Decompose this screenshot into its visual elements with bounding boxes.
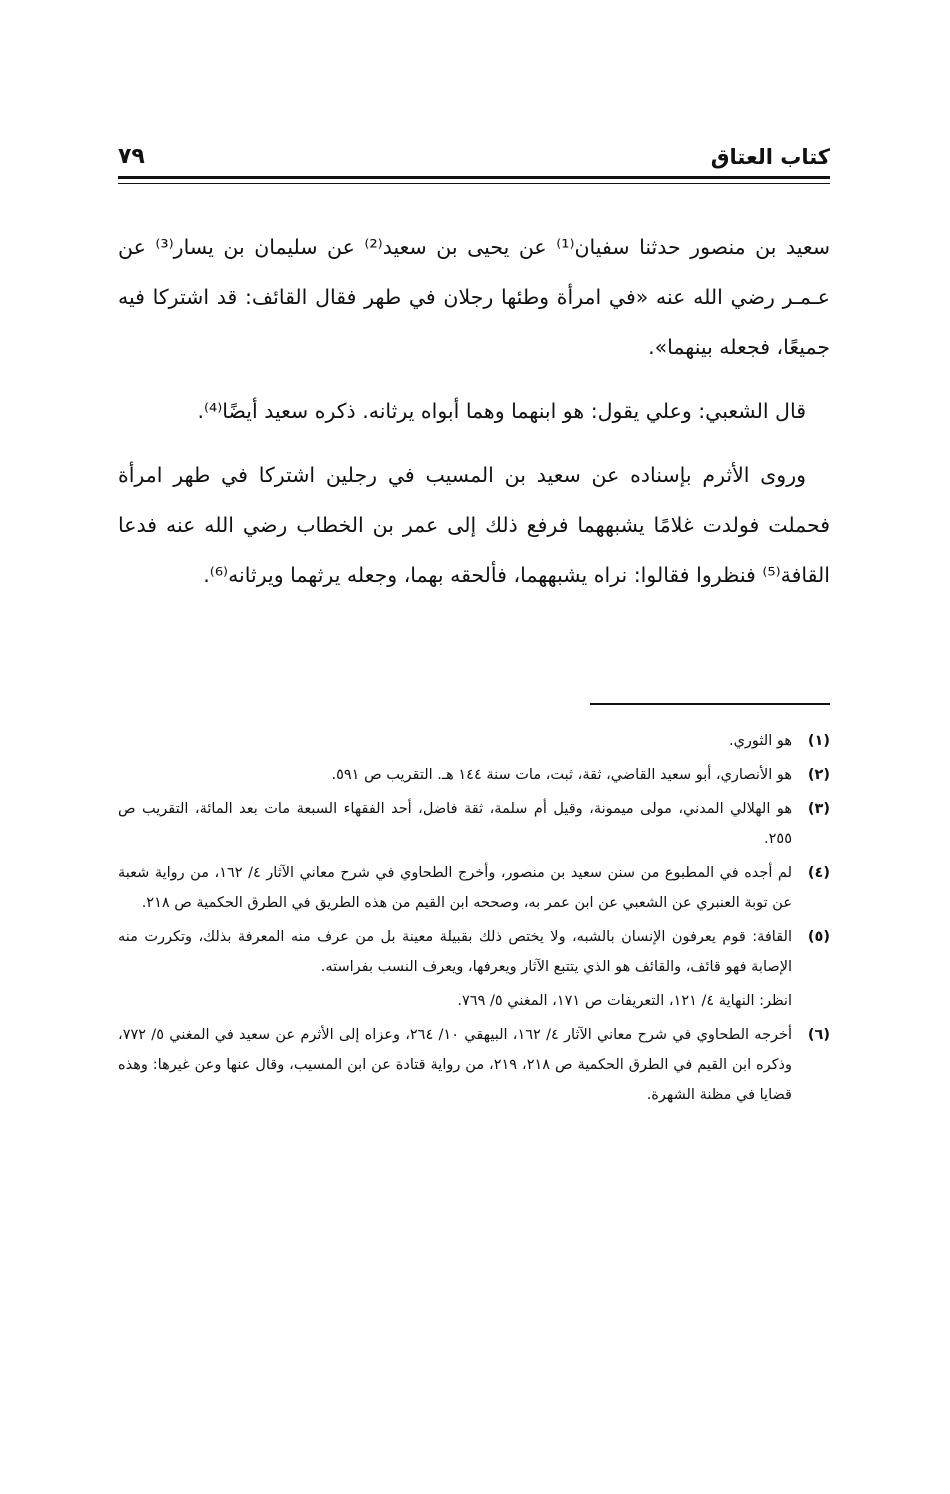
footnote-number: (٥) [807, 929, 830, 945]
footnote-text: هو الثوري. [728, 733, 792, 749]
footnote-text: هو الهلالي المدني، مولى ميمونة، وقيل أم سلمة، ثقة فاضل، أحد الفقهاء السبعة مات بعد المائة، التقريب ص ٢٥٥. [118, 801, 792, 847]
footnote-5 [118, 922, 830, 982]
page-header [118, 140, 830, 174]
page-number: ٧٩ [118, 144, 145, 169]
footnote-number: (١) [807, 733, 830, 749]
body-paragraph-2: قال الشعبي: وعلي يقول: هو ابنهما وهما أبواه يرثانه. ذكره سعيد أيضًا⁽⁴⁾. [197, 399, 806, 423]
footnote-number: (٦) [807, 1027, 830, 1043]
footnote-1 [118, 726, 830, 756]
footnote-number: (٢) [807, 767, 830, 783]
footnote-3 [118, 794, 830, 854]
footnote-4 [118, 858, 830, 918]
running-title: كتاب العتاق [710, 145, 830, 169]
footnote-text: هو الأنصاري، أبو سعيد القاضي، ثقة، ثبت، مات سنة ١٤٤ هـ. التقريب ص ٥٩١. [331, 767, 792, 783]
footnote-6 [118, 1020, 830, 1110]
header-rule-thick [118, 176, 830, 179]
footnote-number: (٤) [807, 865, 830, 881]
body-paragraph-3: وروى الأثرم بإسناده عن سعيد بن المسيب في رجلين اشتركا في طهر امرأة فحملت فولدت غلامًا يشبههما فرفع ذلك إلى عمر بن الخطاب رضي الله عنه فدعا القافة⁽⁵⁾ فنظروا فقالوا: نراه يشبههما، فألحقه بهما، وجعله يرثهما ويرثانه⁽⁶⁾. [118, 463, 830, 587]
footnote-separator [590, 703, 830, 705]
footnote-2 [118, 760, 830, 790]
footnote-5-references: انظر: النهاية ٤/ ١٢١، التعريفات ص ١٧١، المغني ٥/ ٧٦٩. [457, 993, 792, 1009]
footnotes [118, 726, 830, 1114]
footnote-text: القافة: قوم يعرفون الإنسان بالشبه، ولا يختص ذلك بقبيلة معينة بل من عرف منه المعرفة بذلك، وتكررت منه الإصابة فهو قائف، والقائف هو الذي يتتبع الآثار ويعرفها، ويعرف النسب بفراسته. [118, 929, 792, 975]
header-rule-thin [118, 183, 830, 184]
footnote-number: (٣) [807, 801, 830, 817]
main-text [118, 222, 830, 614]
body-paragraph-1: سعيد بن منصور حدثنا سفيان⁽¹⁾ عن يحيى بن سعيد⁽²⁾ عن سليمان بن يسار⁽³⁾ عن عـمـر رضي الله عنه «في امرأة وطئها رجلان في طهر فقال القائف: قد اشتركا فيه جميعًا، فجعله بينهما». [118, 235, 831, 359]
footnote-text: لم أجده في المطبوع من سنن سعيد بن منصور، وأخرج الطحاوي في شرح معاني الآثار ٤/ ١٦٢، من رواية شعبة عن توبة العنبري عن الشعبي عن ابن عمر به، وصححه ابن القيم من هذه الطريق في الطرق الحكمية ص ٢١٨. [118, 865, 792, 911]
footnote-text: أخرجه الطحاوي في شرح معاني الآثار ٤/ ١٦٢، البيهقي ١٠/ ٢٦٤، وعزاه إلى الأثرم عن سعيد في المغني ٥/ ٧٧٢، وذكره ابن القيم في الطرق الحكمية ص ٢١٨، ٢١٩، من رواية قتادة عن ابن المسيب، وقال عنها وعن غيرها: وهذه قضايا في مظنة الشهرة. [118, 1027, 793, 1103]
